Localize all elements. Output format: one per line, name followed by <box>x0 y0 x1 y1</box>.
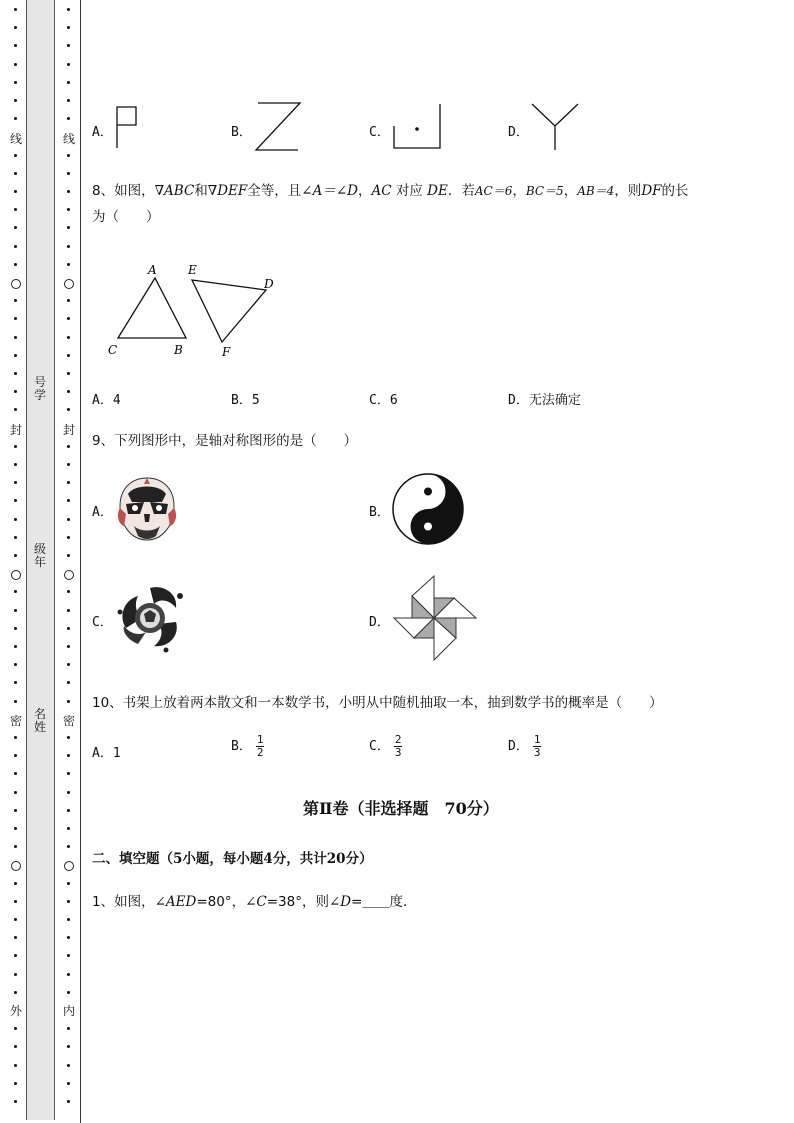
binding-dot <box>14 554 17 557</box>
binding-dot <box>67 263 70 266</box>
swirl-emblem-icon <box>114 582 186 654</box>
binding-dot <box>14 336 17 339</box>
section-fill-in-heading: 二、填空题（5小题，每小题4分，共计20分） <box>92 851 373 867</box>
binding-dot <box>14 645 17 648</box>
binding-dot <box>67 882 70 885</box>
q10-option-c: C． $\frac{2}{3}$ <box>369 733 402 759</box>
binding-dot <box>67 26 70 29</box>
binding-dot <box>67 1064 70 1067</box>
binding-dot <box>14 900 17 903</box>
binding-dot <box>67 1082 70 1085</box>
binding-dot <box>14 663 17 666</box>
name-field-label: 名姓 <box>33 707 46 734</box>
q7-shape-c-icon <box>390 102 446 152</box>
q8-option-a: A．4 <box>92 393 121 408</box>
binding-dot <box>14 736 17 739</box>
binding-dot <box>14 263 17 266</box>
binding-dot <box>14 299 17 302</box>
binding-dot <box>67 245 70 248</box>
binding-dot <box>67 518 70 521</box>
binding-dot <box>67 445 70 448</box>
binding-dot <box>67 317 70 320</box>
binding-dot <box>67 791 70 794</box>
binding-dot <box>14 518 17 521</box>
fraction: $\frac{1}{3}$ <box>533 733 541 759</box>
binding-dot <box>67 226 70 229</box>
binding-dot <box>67 81 70 84</box>
q9-option-c: C． <box>92 615 113 630</box>
q9-option-a: A． <box>92 505 113 520</box>
binding-dot <box>67 827 70 830</box>
outer-seal-label: 封 <box>9 423 22 437</box>
binding-dot <box>14 918 17 921</box>
binding-dot <box>67 590 70 593</box>
vertex-a-label: A <box>148 263 157 277</box>
binding-dot <box>67 772 70 775</box>
binding-dot <box>67 481 70 484</box>
q10-option-b: B． $\frac{1}{2}$ <box>231 733 264 759</box>
binding-dot <box>14 481 17 484</box>
binding-dot <box>67 609 70 612</box>
binding-dot <box>67 372 70 375</box>
binding-dot <box>67 172 70 175</box>
binding-dot <box>67 1100 70 1103</box>
binding-dot <box>14 354 17 357</box>
binding-dot <box>67 918 70 921</box>
binding-dot <box>67 973 70 976</box>
outer-circle-mark <box>11 861 21 871</box>
binding-dot <box>67 8 70 11</box>
inner-seal-label: 封 <box>62 423 75 437</box>
binding-dot <box>14 700 17 703</box>
q9-stem: 9、下列图形中，是轴对称图形的是（ ） <box>92 433 358 449</box>
binding-dot <box>14 390 17 393</box>
binding-dot <box>14 754 17 757</box>
outer-dotted-line <box>11 0 21 1123</box>
binding-dot <box>67 954 70 957</box>
binding-dot <box>14 190 17 193</box>
binding-dot <box>14 1045 17 1048</box>
binding-dot <box>67 154 70 157</box>
q9-option-b: B． <box>369 505 390 520</box>
binding-dot <box>14 809 17 812</box>
binding-dot <box>67 117 70 120</box>
binding-dot <box>14 791 17 794</box>
binding-dot <box>14 172 17 175</box>
inner-circle-mark <box>64 570 74 580</box>
inner-dotted-line <box>64 0 74 1123</box>
fraction: $\frac{2}{3}$ <box>394 733 402 759</box>
binding-dot <box>67 190 70 193</box>
q7-shape-d-icon <box>528 100 582 154</box>
binding-dot <box>14 627 17 630</box>
inner-cut-label: 线 <box>62 132 75 146</box>
binding-dot <box>14 882 17 885</box>
vertex-d-label: D <box>264 277 274 291</box>
binding-dot <box>14 973 17 976</box>
inner-in-label: 内 <box>62 1004 75 1018</box>
q9-option-d: D． <box>369 615 390 630</box>
binding-dot <box>14 99 17 102</box>
binding-dot <box>14 408 17 411</box>
inner-circle-mark <box>64 861 74 871</box>
binding-dot <box>67 390 70 393</box>
binding-dot <box>67 809 70 812</box>
binding-dot <box>67 700 70 703</box>
binding-dot <box>14 590 17 593</box>
binding-dot <box>14 463 17 466</box>
yin-yang-icon <box>391 472 465 546</box>
outer-cut-label: 线 <box>9 132 22 146</box>
binding-dot <box>67 645 70 648</box>
vertex-e-label: E <box>188 263 197 277</box>
binding-dot <box>14 445 17 448</box>
binding-dot <box>14 609 17 612</box>
binding-dot <box>14 26 17 29</box>
q8-option-b: B．5 <box>231 393 260 408</box>
binding-dot <box>67 463 70 466</box>
fill-q1-stem: 1、如图，∠AED=80°，∠C=38°，则∠D=＿＿度． <box>92 894 417 910</box>
binding-dot <box>67 536 70 539</box>
binding-dot <box>67 499 70 502</box>
triangle-abc <box>118 278 186 338</box>
binding-dot <box>14 117 17 120</box>
binding-dot <box>67 354 70 357</box>
grade-field-label: 级年 <box>33 542 46 569</box>
outer-circle-mark <box>11 570 21 580</box>
q7-option-a: A． <box>92 125 113 140</box>
q8-option-c: C．6 <box>369 393 398 408</box>
binding-dot <box>14 845 17 848</box>
outer-circle-mark <box>11 279 21 289</box>
q8-triangle-figure <box>100 258 290 360</box>
binding-dot <box>67 845 70 848</box>
binding-dot <box>14 1027 17 1030</box>
outer-secret-label: 密 <box>9 714 22 728</box>
part2-title: 第Ⅱ卷（非选择题 70分） <box>303 799 499 818</box>
q10-option-a: A．1 <box>92 746 121 761</box>
student-number-field-label: 号学 <box>33 375 46 402</box>
q7-option-b: B． <box>231 125 252 140</box>
pinwheel-icon <box>392 574 478 662</box>
binding-dot <box>14 499 17 502</box>
q7-shape-a-icon <box>112 104 142 150</box>
binding-dot <box>67 627 70 630</box>
binding-dot <box>67 936 70 939</box>
binding-dot <box>67 44 70 47</box>
binding-dot <box>14 536 17 539</box>
binding-dot <box>14 1064 17 1067</box>
binding-dot <box>67 99 70 102</box>
q10-stem: 10、书架上放着两本散文和一本数学书，小明从中随机抽取一本，抽到数学书的概率是（ ） <box>92 695 663 711</box>
q10-option-d: D． $\frac{1}{3}$ <box>508 733 541 759</box>
binding-dot <box>67 299 70 302</box>
q8-stem-line1: 8、如图，∇ABC和∇DEF全等，且∠A＝∠D，AC 对应 DE．若AC＝6，BC＝5，AB＝4，则DF的长 <box>92 183 689 199</box>
binding-dot <box>14 226 17 229</box>
binding-dot <box>67 208 70 211</box>
binding-dot <box>14 44 17 47</box>
binding-dot <box>14 681 17 684</box>
binding-dot <box>14 1100 17 1103</box>
q7-option-d: D． <box>508 125 529 140</box>
binding-dot <box>67 408 70 411</box>
binding-dot <box>67 1045 70 1048</box>
binding-dot <box>67 663 70 666</box>
q7-option-c: C． <box>369 125 390 140</box>
binding-dot <box>14 991 17 994</box>
binding-dot <box>14 81 17 84</box>
binding-dot <box>14 1082 17 1085</box>
q8-stem-line2: 为（ ） <box>92 209 160 225</box>
margin-rule <box>80 0 81 1123</box>
binding-dot <box>14 8 17 11</box>
binding-dot <box>14 154 17 157</box>
binding-dot <box>67 63 70 66</box>
binding-dot <box>14 772 17 775</box>
binding-dot <box>14 317 17 320</box>
binding-dot <box>14 245 17 248</box>
fraction: $\frac{1}{2}$ <box>256 733 264 759</box>
binding-dot <box>14 372 17 375</box>
binding-dot <box>67 754 70 757</box>
binding-dot <box>14 936 17 939</box>
outer-out-label: 外 <box>9 1004 22 1018</box>
q7-shape-b-icon <box>252 100 304 154</box>
binding-dot <box>67 1027 70 1030</box>
binding-dot <box>67 336 70 339</box>
binding-dot <box>67 681 70 684</box>
binding-dot <box>14 827 17 830</box>
binding-dot <box>14 954 17 957</box>
vertex-b-label: B <box>174 343 183 357</box>
binding-dot <box>67 554 70 557</box>
q8-option-d: D．无法确定 <box>508 393 581 408</box>
binding-dot <box>14 63 17 66</box>
opera-mask-icon <box>114 474 180 544</box>
vertex-f-label: F <box>222 345 231 359</box>
inner-circle-mark <box>64 279 74 289</box>
vertex-c-label: C <box>108 343 118 357</box>
binding-dot <box>67 991 70 994</box>
binding-dot <box>67 900 70 903</box>
triangle-def <box>192 280 266 342</box>
binding-dot <box>67 736 70 739</box>
inner-secret-label: 密 <box>62 714 75 728</box>
binding-dot <box>14 208 17 211</box>
